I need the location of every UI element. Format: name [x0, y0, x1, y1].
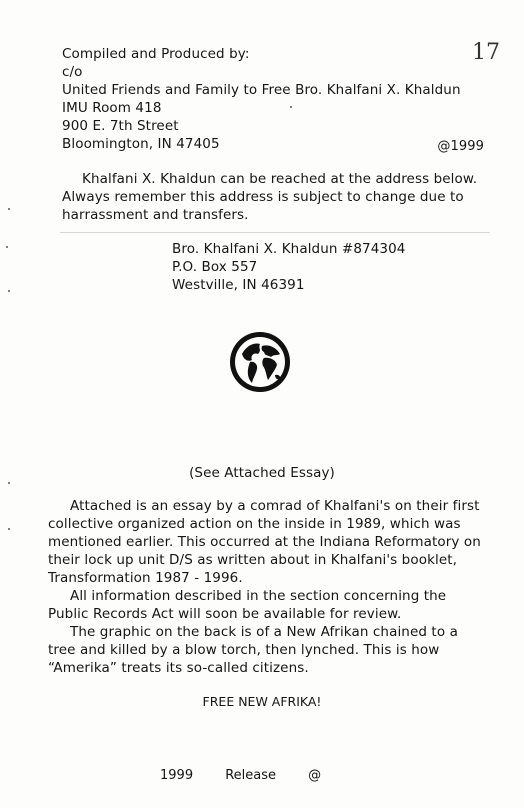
address-city: Westville, IN 46391	[172, 277, 305, 293]
faint-rule	[60, 232, 490, 233]
scan-speck	[6, 246, 8, 248]
copyright-mark: @1999	[437, 139, 484, 154]
producer-organization: United Friends and Family to Free Bro. Khalfani X. Khaldun	[62, 82, 461, 98]
globe-icon	[228, 330, 292, 394]
page-number: 17	[472, 40, 500, 65]
scan-speck	[8, 482, 10, 484]
essay-description	[48, 497, 488, 677]
release-mark: @	[308, 768, 322, 783]
scan-speck	[290, 106, 292, 108]
address-box: P.O. Box 557	[172, 259, 258, 275]
release-label: Release	[225, 768, 277, 783]
mailing-address	[172, 240, 405, 294]
release-footer	[160, 768, 349, 783]
producer-block	[62, 45, 461, 153]
intro-text: Khalfani X. Khaldun can be reached at the address below. Always remember this address is subject to change due to harrassment and transfers.	[62, 171, 478, 223]
closing-slogan: FREE NEW AFRIKA!	[202, 694, 322, 709]
producer-heading: Compiled and Produced by:	[62, 46, 250, 62]
essay-paragraph-2: All information described in the section concerning the Public Records Act will soon be available for review.	[48, 588, 447, 622]
intro-paragraph	[62, 170, 502, 224]
see-attached-note: (See Attached Essay)	[189, 465, 335, 481]
release-year: 1999	[160, 768, 194, 783]
scan-speck	[8, 208, 10, 210]
address-name: Bro. Khalfani X. Khaldun #874304	[172, 241, 406, 257]
producer-street: 900 E. 7th Street	[62, 118, 179, 134]
essay-paragraph-1: Attached is an essay by a comrad of Khalfani's on their first collective organized action on the inside in 1989, which was mentioned earlier. This occurred at the Indiana Reformatory on their lock up unit D/S as written about in Khalfani's booklet, Transformation 1987 - 1996.	[48, 498, 481, 586]
scan-speck	[8, 528, 10, 530]
producer-city: Bloomington, IN 47405	[62, 136, 220, 152]
essay-paragraph-3: The graphic on the back is of a New Afrikan chained to a tree and killed by a blow torch, then lynched. This is how “Amerika” treats its so-called citizens.	[48, 624, 458, 676]
scan-speck	[8, 290, 10, 292]
producer-room: IMU Room 418	[62, 100, 162, 116]
producer-care-of: c/o	[62, 64, 83, 80]
